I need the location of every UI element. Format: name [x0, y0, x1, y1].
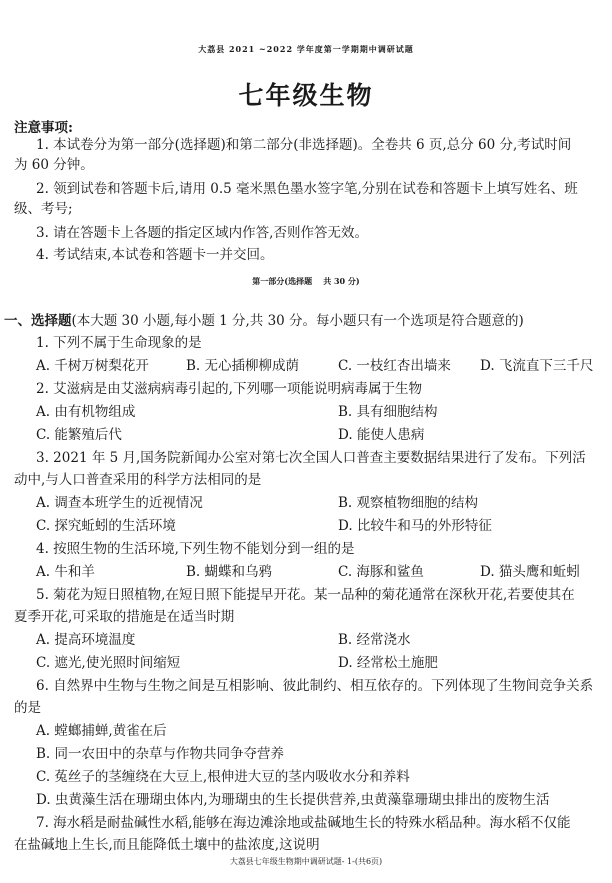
- question-4: 4. 按照生物的生活环境,下列生物不能划分到一组的是: [36, 541, 355, 557]
- option-b: B. 无心插柳柳成荫: [186, 358, 300, 374]
- option-c: C. 探究蚯蚓的生活环境: [36, 518, 176, 534]
- notice-line: 3. 请在答题卡上各题的指定区域内作答,否则作答无效。: [36, 225, 368, 241]
- question-3-cont: 动中,与人口普查采用的科学方法相同的是: [14, 472, 262, 488]
- notice-line: 2. 领到试卷和答题卡后,请用 0.5 毫米黑色墨水签字笔,分别在试卷和答题卡上填写姓名、班: [36, 181, 578, 197]
- notice-line: 级、考号;: [14, 201, 73, 217]
- exam-title: 大荔县 2021 ~2022 学年度第一学期期中调研试题: [198, 44, 414, 54]
- question-6-cont: 的是: [14, 700, 41, 716]
- option-b: B. 蝴蝶和乌鸦: [186, 564, 273, 580]
- section-header: [4, 312, 524, 330]
- question-5-cont: 夏季开花,可采取的措施是在适当时期: [14, 609, 235, 625]
- option-d: D. 虫黄藻生活在珊瑚虫体内,为珊瑚虫的生长提供营养,虫黄藻靠珊瑚虫排出的废物生活: [36, 792, 550, 808]
- question-1: 1. 下列不属于生命现象的是: [36, 335, 202, 351]
- option-a: A. 由有机物组成: [36, 404, 136, 420]
- option-d: D. 猫头鹰和蚯蚓: [480, 564, 580, 580]
- option-c: C. 遮光,使光照时间缩短: [36, 655, 181, 671]
- section-description: (本大题 30 小题,每小题 1 分,共 30 分。每小题只有一个选项是符合题意的): [71, 313, 524, 329]
- option-d: D. 飞流直下三千尺: [480, 358, 594, 374]
- question-7: 7. 海水稻是耐盐碱性水稻,能够在海边滩涂地或盐碱地生长的特殊水稻品种。海水稻不仅能: [36, 815, 571, 831]
- option-c: C. 海豚和鲨鱼: [338, 564, 424, 580]
- question-5: 5. 菊花为短日照植物,在短日照下能提早开花。某一品种的菊花通常在深秋开花,若要使其在: [36, 587, 575, 603]
- section-label: 一、选择题: [4, 313, 72, 329]
- option-c: C. 菟丝子的茎缠绕在大豆上,根伸进大豆的茎内吸收水分和养料: [36, 769, 410, 785]
- notice-heading: 注意事项:: [14, 120, 73, 136]
- option-b: B. 经常浇水: [338, 632, 411, 648]
- option-c: C. 能繁殖后代: [36, 427, 122, 443]
- page-footer: 大荔县七年级生物期中调研试题- 1-(共6页): [229, 857, 383, 866]
- option-c: C. 一枝红杏出墙来: [338, 358, 451, 374]
- notice-line: 1. 本试卷分为第一部分(选择题)和第二部分(非选择题)。全卷共 6 页,总分 60 分,考试时间: [36, 137, 572, 153]
- question-2: 2. 艾滋病是由艾滋病病毒引起的,下列哪一项能说明病毒属于生物: [36, 381, 422, 397]
- question-6: 6. 自然界中生物与生物之间是互相影响、彼此制约、相互依存的。下列体现了生物间竞争关系: [36, 678, 594, 694]
- option-d: D. 比较牛和马的外形特征: [338, 518, 492, 534]
- option-b: B. 同一农田中的杂草与作物共同争夺营养: [36, 746, 285, 762]
- option-a: A. 螳螂捕蝉,黄雀在后: [36, 723, 167, 739]
- option-a: A. 千树万树梨花开: [36, 358, 149, 374]
- question-3: 3. 2021 年 5 月,国务院新闻办公室对第七次全国人口普查主要数据结果进行了发布。下列活: [36, 450, 586, 466]
- option-a: A. 提高环境温度: [36, 632, 136, 648]
- part-one-title: 第一部分(选择题 共 30 分): [252, 276, 360, 286]
- option-b: B. 观察植物细胞的结构: [338, 495, 479, 511]
- notice-line: 为 60 分钟。: [14, 157, 94, 173]
- subject-title: 七年级生物: [238, 81, 374, 110]
- notice-line: 4. 考试结束,本试卷和答题卡一并交回。: [36, 247, 274, 263]
- option-a: A. 牛和羊: [36, 564, 95, 580]
- option-b: B. 具有细胞结构: [338, 404, 438, 420]
- question-7-cont: 在盐碱地上生长,而且能降低土壤中的盐浓度,这说明: [14, 837, 320, 853]
- option-d: D. 能使人患病: [338, 427, 425, 443]
- option-a: A. 调查本班学生的近视情况: [36, 495, 203, 511]
- option-d: D. 经常松土施肥: [338, 655, 438, 671]
